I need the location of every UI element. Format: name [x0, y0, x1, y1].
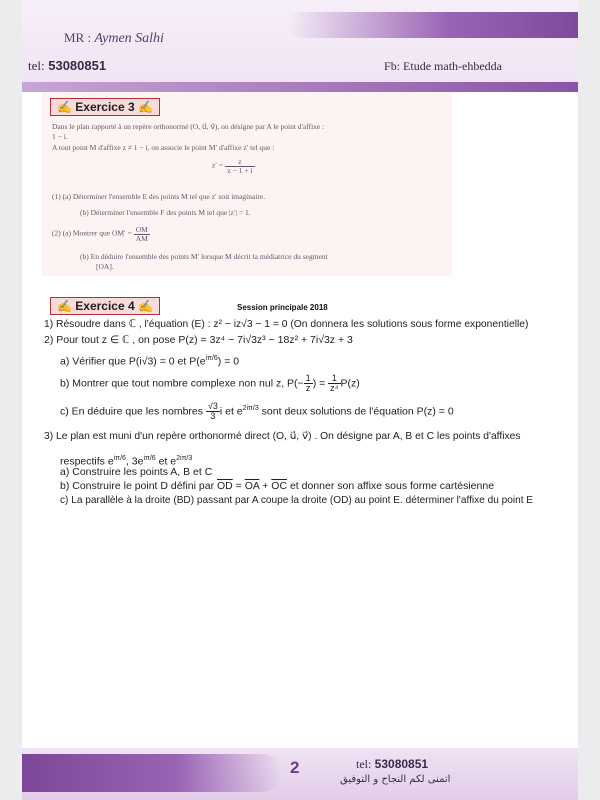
- ex4-q2c-mid: i et e: [219, 405, 243, 418]
- ex3-q2a-fraction: [134, 226, 150, 242]
- phone-label: tel:: [28, 58, 45, 73]
- ex3-question-2a: [52, 226, 150, 242]
- page-footer: [22, 748, 578, 800]
- ex4-question-2: 2) Pour tout z ∈ ℂ , on pose P(z) = 3z⁴ − 7i√3z³ − 18z² + 7i√3z + 3: [44, 334, 353, 346]
- ex4-q2c-exponent: 2iπ/3: [242, 405, 259, 412]
- ex3-eq-num: z: [225, 158, 254, 167]
- ex4-q3-affix-b: , 3e: [125, 455, 144, 468]
- ex4-q2c-num: √3: [207, 401, 218, 412]
- footer-phone: [356, 757, 428, 772]
- ex4-question-2a: [60, 352, 239, 369]
- vector-od: $\overline{OD}$: [217, 480, 233, 492]
- ex3-eq-lhs: z′ =: [212, 160, 224, 170]
- ex4-q2b-end: P(z): [340, 377, 360, 390]
- ex3-question-2b-cont: [OA].: [96, 262, 114, 271]
- ex4-q2b-frac2: [328, 374, 340, 393]
- ex4-question-3: 3) Le plan est muni d'un repère orthonormé direct (O, u⃗, v⃗) . On désigne par A, B et C les points d'affixes: [44, 431, 521, 442]
- ex4-q3b-text: b) Construire le point D défini par: [60, 480, 217, 492]
- ex4-q2b-frac1-den: z: [305, 383, 311, 393]
- ex3-paragraph-1b: 1 − i.: [52, 132, 68, 141]
- author-line: [64, 30, 164, 47]
- session-label: Session principale 2018: [237, 303, 328, 312]
- ex3-eq-fraction: [225, 158, 254, 174]
- footer-wish: اتمنى لكم النجاح و التوفيق: [340, 774, 451, 785]
- exercise-3-title-text: Exercice 3: [75, 100, 135, 114]
- author-prefix: MR :: [64, 30, 92, 45]
- ex4-q3-affix-text: respectifs e: [60, 455, 114, 468]
- ex3-paragraph-2: A tout point M d'affixe z ≠ 1 − i, on associe le point M′ d'affixe z′ tel que :: [52, 143, 275, 152]
- page-number: 2: [290, 758, 300, 777]
- ex4-question-3a: a) Construire les points A, B et C: [60, 466, 213, 478]
- ex4-q2a-text: a) Vérifier que P(i√3) = 0 et P(e: [60, 355, 206, 368]
- ex4-q3-affix-a-exp: iπ/6: [113, 455, 126, 462]
- ex4-q3-affix-c-exp: 2iπ/3: [176, 455, 193, 462]
- exercise-4-title-text: Exercice 4: [75, 299, 135, 313]
- ex4-q3b-end: et donner son affixe sous forme cartésienne: [287, 480, 495, 492]
- ex4-q2b-frac1-num: 1: [305, 373, 311, 383]
- ex4-question-2b: [60, 374, 360, 393]
- ex4-q2b-eq: ) =: [312, 377, 326, 390]
- exercise-3-block: [42, 92, 452, 276]
- ex4-question-3b: [60, 480, 494, 493]
- ex3-q2a-text: (2) (a) Montrer que OM′ =: [52, 228, 132, 238]
- footer-phone-label: tel:: [356, 757, 372, 771]
- ex3-question-2b: (b) En déduire l'ensemble des points M′ lorsque M décrit la médiatrice du segment: [80, 252, 328, 261]
- ex4-q3-affix-b-exp: iπ/6: [143, 455, 156, 462]
- vector-oa: $\overline{OA}$: [244, 480, 260, 492]
- ex4-q2a-exponent: iπ/6: [205, 355, 218, 362]
- ex4-q2c-frac: [206, 402, 220, 421]
- page-header: [22, 0, 578, 92]
- ex4-q3b-plus: +: [259, 480, 272, 492]
- header-divider: [22, 82, 578, 92]
- ex3-q2a-num: OM: [135, 225, 148, 234]
- ex4-q2b-text: b) Montrer que tout nombre complexe non nul z, P(−: [60, 377, 304, 390]
- ex3-question-1a: (1) (a) Déterminer l'ensemble E des points M tel que z′ soit imaginaire.: [52, 192, 266, 201]
- ex4-q2b-frac2-num: 1: [328, 374, 340, 384]
- phone-number: 53080851: [48, 58, 107, 73]
- ex4-q2b-frac1: [304, 374, 313, 393]
- ex4-question-3c: c) La parallèle à la droite (BD) passant par A coupe la droite (OD) au point E. déterminer l'affixe du point E: [60, 495, 534, 506]
- ex4-q3b-eq: =: [232, 480, 245, 492]
- ex4-q2c-end: sont deux solutions de l'équation P(z) = 0: [258, 405, 454, 418]
- ex4-question-1: 1) Résoudre dans ℂ , l'équation (E) : z² − iz√3 − 1 = 0 (On donnera les solutions sous forme exponentielle): [44, 319, 529, 330]
- ex4-q2c-text: c) En déduire que les nombres: [60, 405, 203, 418]
- ex4-q3-affix-c: et e: [155, 455, 177, 468]
- header-decor-band: [288, 12, 578, 38]
- ex3-q2a-den: AM: [135, 233, 148, 243]
- facebook-page: Fb: Etude math-ehbedda: [384, 59, 502, 73]
- ex3-question-1b: (b) Déterminer l'ensemble F des points M tel que |z′| = 1.: [80, 208, 251, 217]
- author-name: Aymen Salhi: [94, 31, 164, 46]
- ex4-question-2c: [60, 402, 454, 421]
- ex4-q2c-den: 3: [210, 411, 216, 422]
- exercise-4-title: ✍ Exercice 4 ✍: [50, 297, 160, 315]
- ex3-eq-den: z − 1 + i: [227, 165, 253, 175]
- ex3-paragraph-1: Dans le plan rapporté à un repère orthonormé (O, u⃗, v⃗), on désigne par A le point d'affixe :: [52, 122, 325, 131]
- exercise-3-title: ✍ Exercice 3 ✍: [50, 98, 160, 116]
- footer-decor-band: [22, 754, 282, 792]
- header-phone: [28, 58, 106, 74]
- footer-phone-number: 53080851: [374, 757, 429, 771]
- ex3-equation: [212, 158, 255, 174]
- document-page: [22, 0, 578, 800]
- vector-oc: $\overline{OC}$: [271, 480, 288, 492]
- ex4-q2a-end: ) = 0: [217, 355, 240, 368]
- ex4-q2b-frac2-den: z⁴: [330, 383, 339, 393]
